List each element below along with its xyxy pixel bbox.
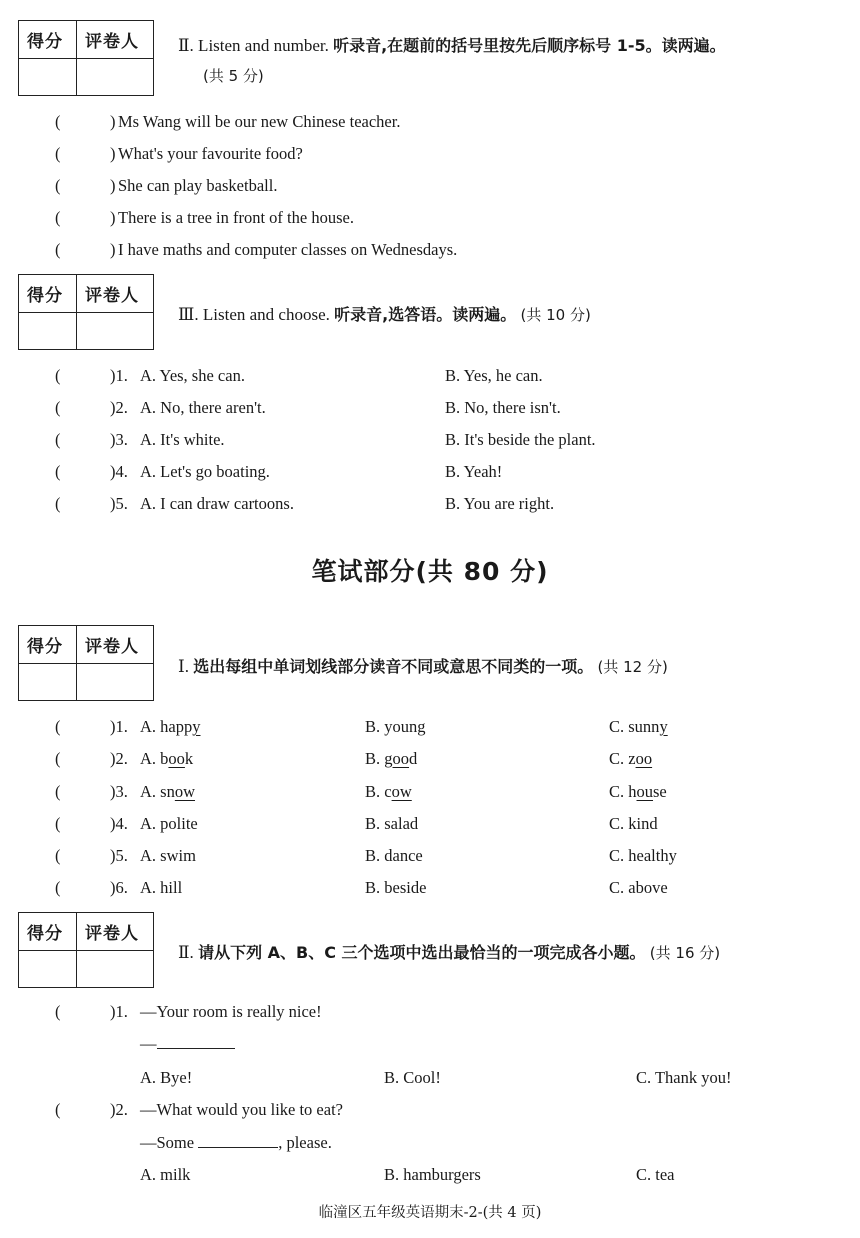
answer-line: — bbox=[140, 1034, 235, 1054]
option-a: A. hill bbox=[140, 878, 183, 897]
option-c: C. healthy bbox=[609, 846, 677, 865]
option-b: B. good bbox=[365, 749, 418, 768]
section-title: Ⅲ. Listen and choose. 听录音,选答语。读两遍。 (共 10 分) bbox=[178, 305, 591, 324]
option-b: B. You are right. bbox=[445, 494, 555, 513]
section-points: (共 5 分) bbox=[203, 67, 264, 85]
answer-line: —Some , please. bbox=[140, 1133, 332, 1152]
score-label: 得分 bbox=[27, 32, 63, 52]
option-a: A. milk bbox=[140, 1165, 191, 1184]
option-b: B. No, there isn't. bbox=[445, 398, 561, 417]
option-a: A. snow bbox=[140, 782, 196, 801]
section-title: Ⅱ. 请从下列 A、B、C 三个选项中选出最恰当的一项完成各小题。 (共 16 分) bbox=[178, 943, 721, 962]
score-label: 得分 bbox=[27, 286, 63, 306]
option-c: C. above bbox=[609, 878, 668, 897]
section-title: Ⅰ. 选出每组中单词划线部分读音不同或意思不同类的一项。 (共 12 分) bbox=[178, 657, 668, 676]
option-c: C. kind bbox=[609, 814, 658, 833]
option-c: C. Thank you! bbox=[636, 1068, 732, 1087]
option-a: A. I can draw cartoons. bbox=[140, 494, 294, 513]
option-b: B. dance bbox=[365, 846, 423, 865]
option-b: B. beside bbox=[365, 878, 427, 897]
list-item: What's your favourite food? bbox=[118, 144, 303, 163]
option-a: A. swim bbox=[140, 846, 196, 865]
option-c: C. sunny bbox=[609, 717, 668, 736]
option-a: A. book bbox=[140, 749, 194, 768]
option-c: C. house bbox=[609, 782, 667, 801]
score-label: 得分 bbox=[27, 637, 63, 657]
grader-label: 评卷人 bbox=[85, 924, 139, 944]
option-c: C. tea bbox=[636, 1165, 675, 1184]
grader-label: 评卷人 bbox=[85, 286, 139, 306]
score-box bbox=[18, 912, 154, 988]
option-b: B. young bbox=[365, 717, 426, 736]
score-box bbox=[18, 625, 154, 701]
option-b: B. Yes, he can. bbox=[445, 366, 543, 385]
option-b: B. It's beside the plant. bbox=[445, 430, 596, 449]
section-title: Ⅱ. Listen and number. 听录音,在题前的括号里按先后顺序标号 1-5。读两遍。 bbox=[178, 36, 726, 55]
score-box bbox=[18, 274, 154, 350]
option-c: C. zoo bbox=[609, 749, 653, 768]
score-box bbox=[18, 20, 154, 96]
score-label: 得分 bbox=[27, 924, 63, 944]
option-a: A. happy bbox=[140, 717, 201, 736]
option-b: B. cow bbox=[365, 782, 412, 801]
option-a: A. No, there aren't. bbox=[140, 398, 266, 417]
option-b: B. hamburgers bbox=[384, 1165, 481, 1184]
list-item: Ms Wang will be our new Chinese teacher. bbox=[118, 112, 401, 131]
list-item: She can play basketball. bbox=[118, 176, 278, 195]
option-a: A. polite bbox=[140, 814, 198, 833]
list-item: There is a tree in front of the house. bbox=[118, 208, 354, 227]
question-prompt: —What would you like to eat? bbox=[140, 1100, 343, 1119]
option-b: B. Cool! bbox=[384, 1068, 441, 1087]
list-item: I have maths and computer classes on Wednesdays. bbox=[118, 240, 458, 259]
option-a: A. Yes, she can. bbox=[140, 366, 245, 385]
grader-label: 评卷人 bbox=[85, 32, 139, 52]
option-a: A. It's white. bbox=[140, 430, 225, 449]
question-prompt: —Your room is really nice! bbox=[140, 1002, 322, 1021]
grader-label: 评卷人 bbox=[85, 637, 139, 657]
option-b: B. Yeah! bbox=[445, 462, 503, 481]
option-a: A. Let's go boating. bbox=[140, 462, 270, 481]
option-b: B. salad bbox=[365, 814, 419, 833]
written-section-heading: 笔试部分(共 80 分) bbox=[311, 557, 549, 586]
option-a: A. Bye! bbox=[140, 1068, 193, 1087]
page-footer: 临潼区五年级英语期末-2-(共 4 页) bbox=[318, 1205, 542, 1221]
